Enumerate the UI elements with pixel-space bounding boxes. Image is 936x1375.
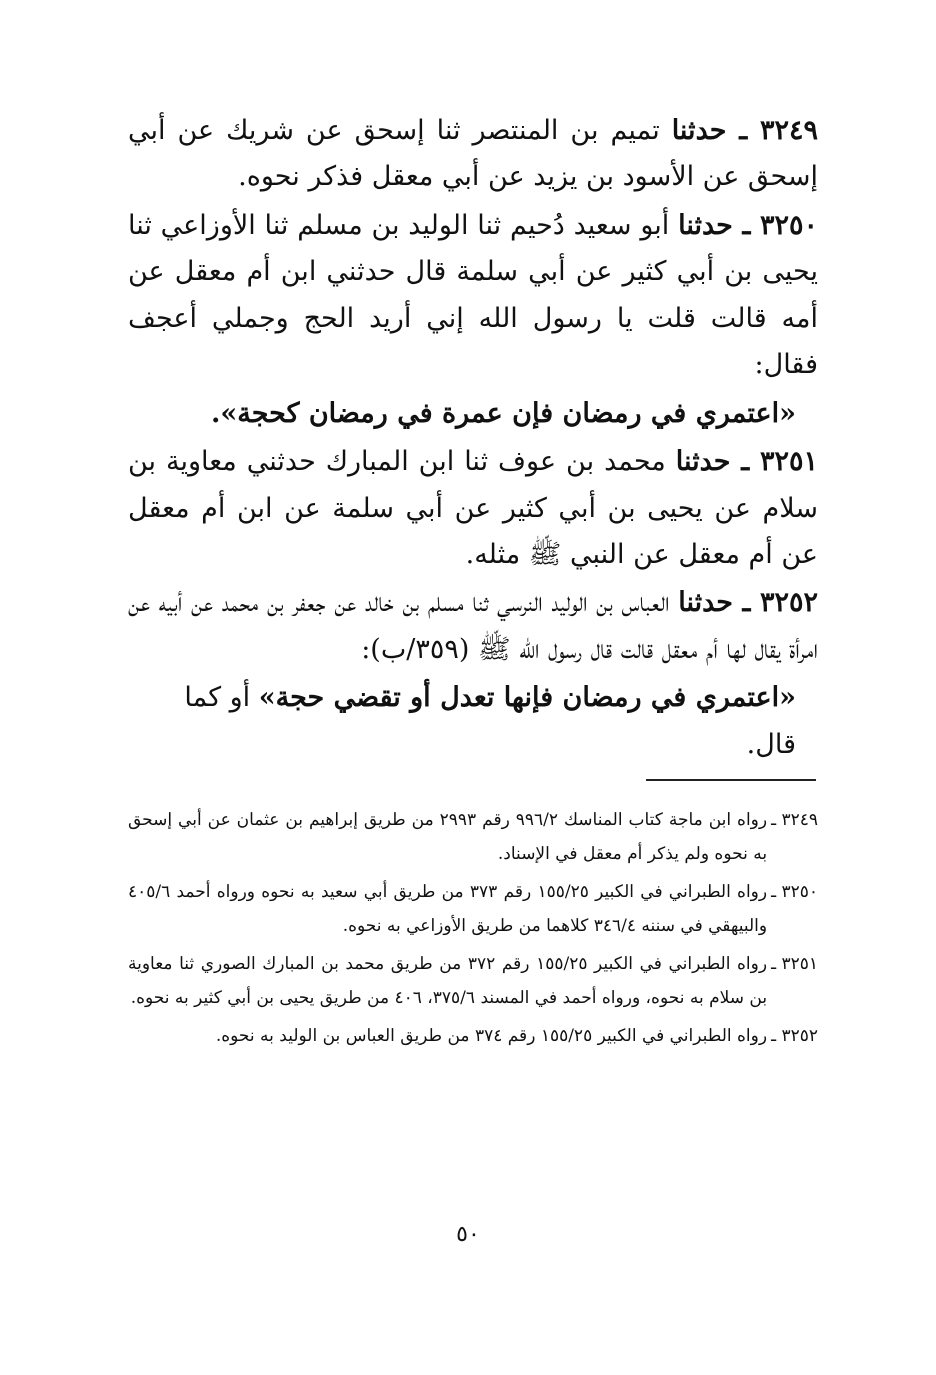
hadith-entry: ٣٢٥٢ ـ حدثنا العباس بن الوليد النرسي ثنا مسلم بن خالد عن جعفر بن محمد عن أبيه عن امرأة يقال لها أم معقل قالت قال رسول الله ﷺ (٣٥٩/ب): bbox=[128, 587, 818, 665]
hadith-quote bbox=[128, 675, 818, 768]
footnote-text: رواه الطبراني في الكبير ١٥٥/٢٥ رقم ٣٧٤ من طريق العباس بن الوليد به نحوه. bbox=[215, 1026, 768, 1046]
footnote-text: رواه ابن ماجة كتاب المناسك ٩٩٦/٢ رقم ٢٩٩٣ من طريق إبراهيم بن عثمان عن أبي إسحق به نحوه ولم يذكر أم معقل في الإسناد. bbox=[128, 810, 768, 864]
hadith-text: تميم بن المنتصر ثنا إسحق عن شريك عن أبي إسحق عن الأسود بن يزيد عن أبي معقل فذكر نحوه. bbox=[128, 115, 818, 193]
footnote bbox=[128, 1019, 818, 1053]
hadith-head: حدثنا bbox=[675, 446, 731, 478]
quote-text: «اعتمري في رمضان فإنها تعدل أو تقضي حجة» bbox=[258, 682, 796, 714]
hadith-entry: ٣٢٥١ ـ حدثنا محمد بن عوف ثنا ابن المبارك حدثني معاوية بن سلام عن يحيى بن أبي كثير عن أبي سلمة عن ابن أم معقل عن أم معقل عن النبي ﷺ مثله. bbox=[128, 446, 818, 570]
hadith-number: ٣٢٤٩ bbox=[759, 115, 818, 146]
footnote bbox=[128, 875, 818, 943]
footnote-separator bbox=[646, 779, 816, 781]
footnotes bbox=[128, 803, 818, 1057]
hadith-head: حدثنا bbox=[678, 209, 733, 241]
hadith-number: ٣٢٥١ bbox=[759, 446, 818, 478]
hadith-entry: ٣٢٥٠ ـ حدثنا أبو سعيد دُحيم ثنا الوليد بن مسلم ثنا الأوزاعي ثنا يحيى بن أبي كثير عن أبي سلمة قال حدثني ابن أم معقل عن أمه قالت قلت يا رسول الله إني أريد الحج وجملي أعجف فقال: bbox=[128, 209, 818, 381]
hadith-entry: ٣٢٤٩ ـ حدثنا تميم بن المنتصر ثنا إسحق عن شريك عن أبي إسحق عن الأسود بن يزيد عن أبي معقل فذكر نحوه. bbox=[128, 115, 818, 193]
hadith-head: حدثنا bbox=[678, 587, 734, 619]
main-text bbox=[128, 108, 818, 770]
hadith-head: حدثنا bbox=[671, 115, 727, 146]
footnote-text: رواه الطبراني في الكبير ١٥٥/٢٥ رقم ٣٧٣ من طريق أبي سعيد به نحوه ورواه أحمد ٤٠٥/٦ والبيهقي في سننه ٣٤٦/٤ كلاهما من طريق الأوزاعي به نحوه. bbox=[128, 882, 768, 936]
footnote-text: رواه الطبراني في الكبير ١٥٥/٢٥ رقم ٣٧٢ من طريق محمد بن المبارك الصوري ثنا معاوية بن سلام به نحوه، ورواه أحمد في المسند ٣٧٥/٦، ٤٠٦ من طريق يحيى بن أبي كثير به نحوه. bbox=[128, 954, 768, 1008]
quote-tail: أو كما قال. bbox=[184, 682, 796, 760]
footnote bbox=[128, 803, 818, 871]
hadith-number: ٣٢٥٢ bbox=[759, 587, 818, 619]
quote-text: «اعتمري في رمضان فإن عمرة في رمضان كحجة». bbox=[210, 397, 796, 429]
hadith-quote bbox=[128, 391, 818, 437]
footnote-number: ٣٢٥٠ ـ bbox=[771, 882, 818, 902]
hadith-text: أبو سعيد دُحيم ثنا الوليد بن مسلم ثنا الأوزاعي ثنا يحيى بن أبي كثير عن أبي سلمة قال حدثني ابن أم معقل عن أمه قالت قلت يا رسول الله إني أريد الحج وجملي أعجف فقال: bbox=[128, 209, 818, 381]
footnote-number: ٣٢٥٢ ـ bbox=[771, 1026, 818, 1046]
page-number: ٥٠ bbox=[456, 1222, 480, 1247]
hadith-text: العباس بن الوليد النرسي ثنا مسلم بن خالد عن جعفر بن محمد عن أبيه عن امرأة يقال لها أم معقل قالت قال رسول الله ﷺ (٣٥٩/ب): bbox=[128, 587, 818, 665]
footnote-number: ٣٢٤٩ ـ bbox=[771, 810, 818, 830]
hadith-number: ٣٢٥٠ bbox=[759, 209, 818, 241]
hadith-text: محمد بن عوف ثنا ابن المبارك حدثني معاوية بن سلام عن يحيى بن أبي كثير عن أبي سلمة عن ابن أم معقل عن أم معقل عن النبي ﷺ مثله. bbox=[128, 446, 818, 570]
footnote bbox=[128, 947, 818, 1015]
footnote-number: ٣٢٥١ ـ bbox=[771, 954, 818, 974]
